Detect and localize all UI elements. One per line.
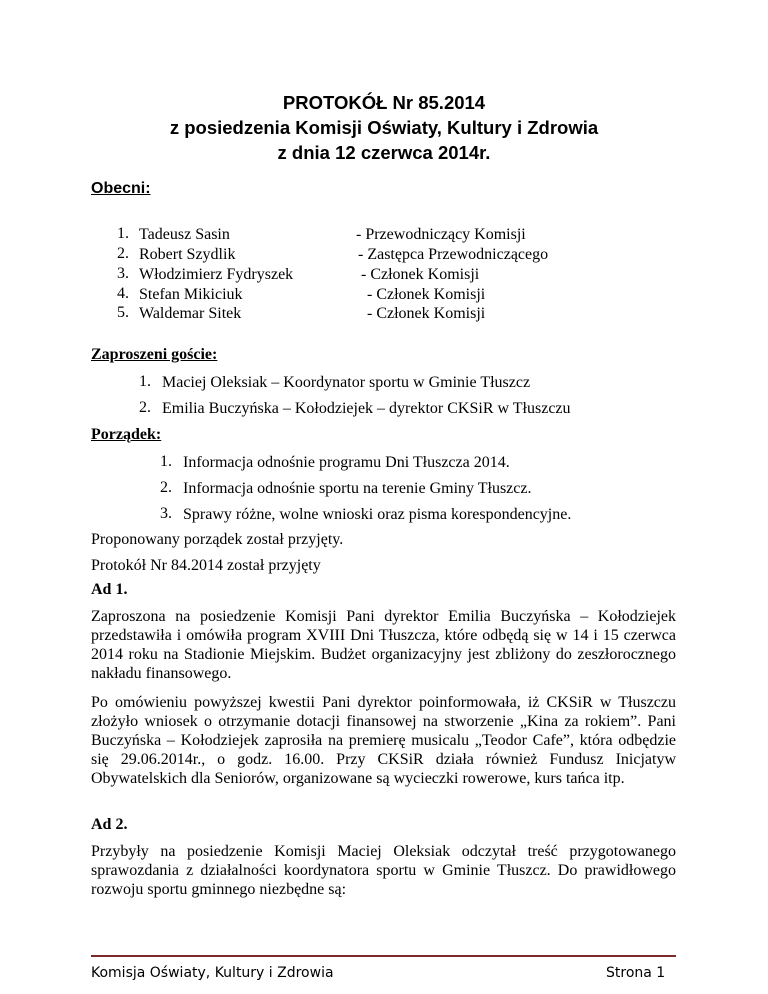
footer-committee-name: Komisja Oświaty, Kultury i Zdrowia xyxy=(91,965,334,981)
list-item-number: 4. xyxy=(117,285,129,302)
footer-divider xyxy=(91,955,676,957)
agenda-heading: Porządek: xyxy=(91,426,162,443)
ad1-paragraph-1: Zaproszona na posiedzenie Komisji Pani dyrektor Emilia Buczyńska – Kołodziejek przedstawiła i omówiła program XVIII Dni Tłuszcza, które odbędą się w 14 i 15 czerwca 2014 roku na Stadionie Miejskim. Budżet organizacyjny jest zbliżony do zeszłorocznego nakładu finansowego. xyxy=(91,608,676,682)
agenda-item: Sprawy różne, wolne wnioski oraz pisma korespondencyjne. xyxy=(183,506,572,523)
guest-item: Emilia Buczyńska – Kołodziejek – dyrektor CKSiR w Tłuszczu xyxy=(162,400,571,417)
list-item-number: 5. xyxy=(117,304,129,321)
attendee-name: Robert Szydlik xyxy=(139,246,236,263)
document-title-line3: z dnia 12 czerwca 2014r. xyxy=(277,142,491,163)
attendee-role: - Zastępca Przewodniczącego xyxy=(358,246,549,263)
page-number: Strona 1 xyxy=(606,965,666,981)
document-title-line1: PROTOKÓŁ Nr 85.2014 xyxy=(282,92,486,113)
attendee-role: - Członek Komisji xyxy=(367,305,486,322)
ad1-paragraph-2: Po omówieniu powyższej kwestii Pani dyrektor poinformowała, iż CKSiR w Tłuszczu złożyło wniosek o otrzymanie dotacji finansowej na stworzenie „Kina za rokiem”. Pani Buczyńska – Kołodziejek zaprosiła na premierę musicalu „Teodor Cafe”, która odbędzie się 29.06.2014r., o godz. 16.00. Przy CKSiR działa również Fundusz Inicjatyw Obywatelskich dla Seniorów, organizowane są wycieczki rowerowe, kurs tańca itp. xyxy=(91,694,676,787)
list-item-number: 1. xyxy=(139,373,151,390)
ad1-heading: Ad 1. xyxy=(91,581,128,598)
agenda-item: Informacja odnośnie sportu na terenie Gminy Tłuszcz. xyxy=(183,480,532,497)
document-title-line2: z posiedzenia Komisji Oświaty, Kultury i Zdrowia xyxy=(169,117,599,138)
attendee-role: - Członek Komisji xyxy=(361,266,480,283)
list-item-number: 1. xyxy=(160,453,172,470)
attendees-heading: Obecni: xyxy=(91,180,151,197)
guests-heading: Zaproszeni goście: xyxy=(91,346,218,363)
attendee-name: Waldemar Sitek xyxy=(139,305,242,322)
guest-item: Maciej Oleksiak – Koordynator sportu w Gminie Tłuszcz xyxy=(162,374,531,391)
attendee-name: Stefan Mikiciuk xyxy=(139,286,243,303)
attendee-role: - Członek Komisji xyxy=(367,286,486,303)
attendee-name: Włodzimierz Fydryszek xyxy=(139,266,294,283)
protocol-accepted-note: Protokół Nr 84.2014 został przyjęty xyxy=(91,557,321,574)
attendee-role: - Przewodniczący Komisji xyxy=(356,226,526,243)
list-item-number: 3. xyxy=(160,505,172,522)
ad2-heading: Ad 2. xyxy=(91,816,128,833)
list-item-number: 3. xyxy=(117,265,129,282)
attendee-name: Tadeusz Sasin xyxy=(139,226,230,243)
ad2-paragraph-1: Przybyły na posiedzenie Komisji Maciej Oleksiak odczytał treść przygotowanego sprawozdania z działalności koordynatora sportu w Gminie Tłuszcz. Do prawidłowego rozwoju sportu gminnego niezbędne są: xyxy=(91,843,676,898)
agenda-accepted-note: Proponowany porządek został przyjęty. xyxy=(91,531,344,548)
list-item-number: 2. xyxy=(117,245,129,262)
list-item-number: 2. xyxy=(139,399,151,416)
list-item-number: 1. xyxy=(117,225,129,242)
agenda-item: Informacja odnośnie programu Dni Tłuszcza 2014. xyxy=(183,454,510,471)
list-item-number: 2. xyxy=(160,479,172,496)
